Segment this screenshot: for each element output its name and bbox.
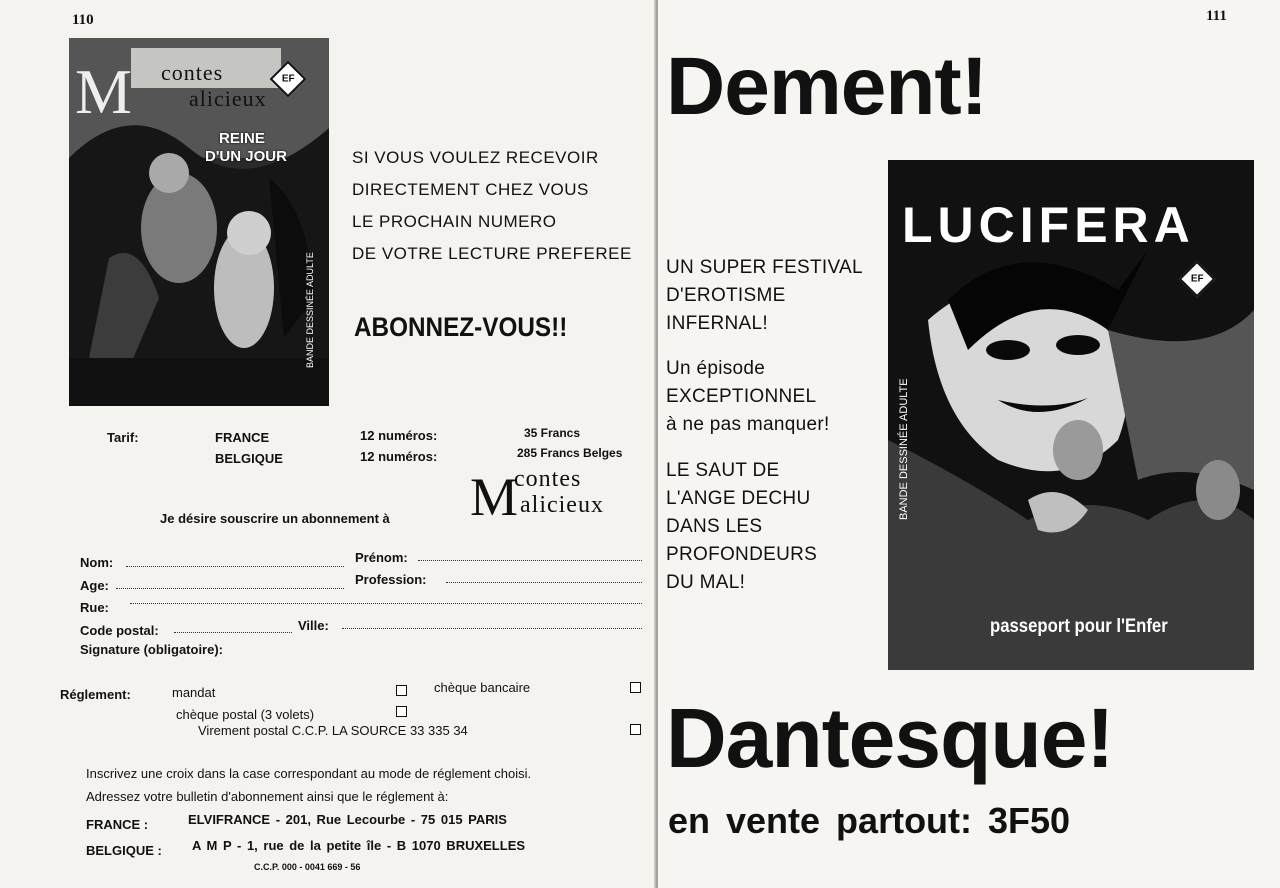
ville-field[interactable] <box>342 628 642 629</box>
subscribe-cta: ABONNEZ-VOUS!! <box>354 312 568 342</box>
cover-side-label: BANDE DESSINÉE ADULTE <box>305 252 315 368</box>
cover-logo-line2: alicieux <box>189 86 267 111</box>
tarif-country: FRANCE <box>215 430 270 445</box>
rue-label: Rue: <box>80 600 109 615</box>
prenom-field[interactable] <box>418 560 642 561</box>
code-postal-field[interactable] <box>174 632 292 633</box>
blurb-line: DU MAL! <box>666 572 746 593</box>
page-number: 110 <box>72 12 94 28</box>
blurb-line: UN SUPER FESTIVAL <box>666 257 863 278</box>
blurb-line: D'EROTISME <box>666 285 786 306</box>
publisher-mark: EF <box>270 61 307 98</box>
headline-dantesque: Dantesque! <box>666 691 1114 785</box>
profession-label: Profession: <box>355 572 427 587</box>
blurb-line: PROFONDEURS <box>666 544 818 565</box>
blurb-line: L'ANGE DECHU <box>666 488 811 509</box>
logo-line2: alicieux <box>520 492 604 518</box>
instruction-line: Inscrivez une croix dans la case correspondant au mode de réglement choisi. <box>86 766 532 781</box>
lucifera-caption: passeport pour l'Enfer <box>990 616 1168 637</box>
blurb-line: à ne pas manquer! <box>666 414 830 435</box>
tarif-price: 285 Francs Belges <box>517 446 623 460</box>
cheque-postal-checkbox[interactable] <box>396 706 407 717</box>
blurb-line: LE SAUT DE <box>666 460 780 481</box>
intro-line: DIRECTEMENT CHEZ VOUS <box>352 180 589 199</box>
cheque-bancaire-checkbox[interactable] <box>630 682 641 693</box>
cover-title-line2: D'UN JOUR <box>205 148 287 165</box>
virement-checkbox[interactable] <box>630 724 641 735</box>
cheque-bancaire-option: chèque bancaire <box>434 680 531 695</box>
virement-option: Virement postal C.C.P. LA SOURCE 33 335 34 <box>198 723 468 738</box>
blurb-saut <box>666 457 817 597</box>
age-label: Age: <box>80 578 109 593</box>
code-postal-label: Code postal: <box>80 623 159 638</box>
age-field[interactable] <box>116 588 344 589</box>
sale-footer: en vente partout: 3F50 <box>668 800 1071 841</box>
blurb-line: DANS LES <box>666 516 763 537</box>
tarif-price: 35 Francs <box>524 426 581 440</box>
reglement-label: Réglement: <box>60 687 131 702</box>
page-number: 111 <box>1206 8 1227 24</box>
address-text: A M P - 1, rue de la petite île - B 1070 BRUXELLES <box>192 838 526 853</box>
nom-field[interactable] <box>126 566 344 567</box>
ville-label: Ville: <box>298 618 329 633</box>
nom-label: Nom: <box>80 555 114 570</box>
cover-title-line1: REINE <box>219 130 265 147</box>
right-page <box>658 0 1280 888</box>
tarif-label: Tarif: <box>107 430 139 445</box>
cheque-postal-option: chèque postal (3 volets) <box>176 707 315 722</box>
subscribe-text: Je désire souscrire un abonnement à <box>160 511 390 526</box>
ccp-number: C.C.P. 000 - 0041 669 - 56 <box>254 862 361 872</box>
blurb-line: Un épisode <box>666 358 766 379</box>
blurb-line: INFERNAL! <box>666 313 768 334</box>
prenom-label: Prénom: <box>355 550 408 565</box>
cover-side-label: BANDE DESSINÉE ADULTE <box>898 378 910 520</box>
lucifera-title: LUCIFERA <box>902 197 1195 253</box>
cover-logo-initial-m: M <box>75 56 132 127</box>
cover-logo-line1: contes <box>161 60 224 85</box>
address-country: BELGIQUE : <box>86 843 162 858</box>
lucifera-cover <box>888 160 1254 670</box>
intro-text <box>352 142 632 270</box>
intro-line: LE PROCHAIN NUMERO <box>352 212 557 231</box>
tarif-issues: 12 numéros: <box>360 428 438 443</box>
tarif-issues: 12 numéros: <box>360 449 438 464</box>
logo-initial-m: M <box>470 467 519 527</box>
mandat-checkbox[interactable] <box>396 685 407 696</box>
contes-malicieux-logo <box>470 466 630 526</box>
instruction-line: Adressez votre bulletin d'abonnement ainsi que le réglement à: <box>86 789 449 804</box>
publisher-mark: EF <box>1179 261 1216 298</box>
profession-field[interactable] <box>446 582 642 583</box>
signature-label: Signature (obligatoire): <box>80 642 223 657</box>
headline-dement: Dement! <box>666 41 988 132</box>
contes-malicieux-cover <box>69 38 329 406</box>
intro-line: SI VOUS VOULEZ RECEVOIR <box>352 148 599 167</box>
mandat-option: mandat <box>172 685 216 700</box>
rue-field[interactable] <box>130 603 642 604</box>
blurb-episode <box>666 355 830 439</box>
blurb-line: EXCEPTIONNEL <box>666 386 817 407</box>
intro-line: DE VOTRE LECTURE PREFEREE <box>352 244 632 263</box>
address-text: ELVIFRANCE - 201, Rue Lecourbe - 75 015 PARIS <box>188 812 507 827</box>
blurb-festival <box>666 254 863 338</box>
tarif-country: BELGIQUE <box>215 451 283 466</box>
logo-line1: contes <box>514 466 582 492</box>
address-country: FRANCE : <box>86 817 149 832</box>
